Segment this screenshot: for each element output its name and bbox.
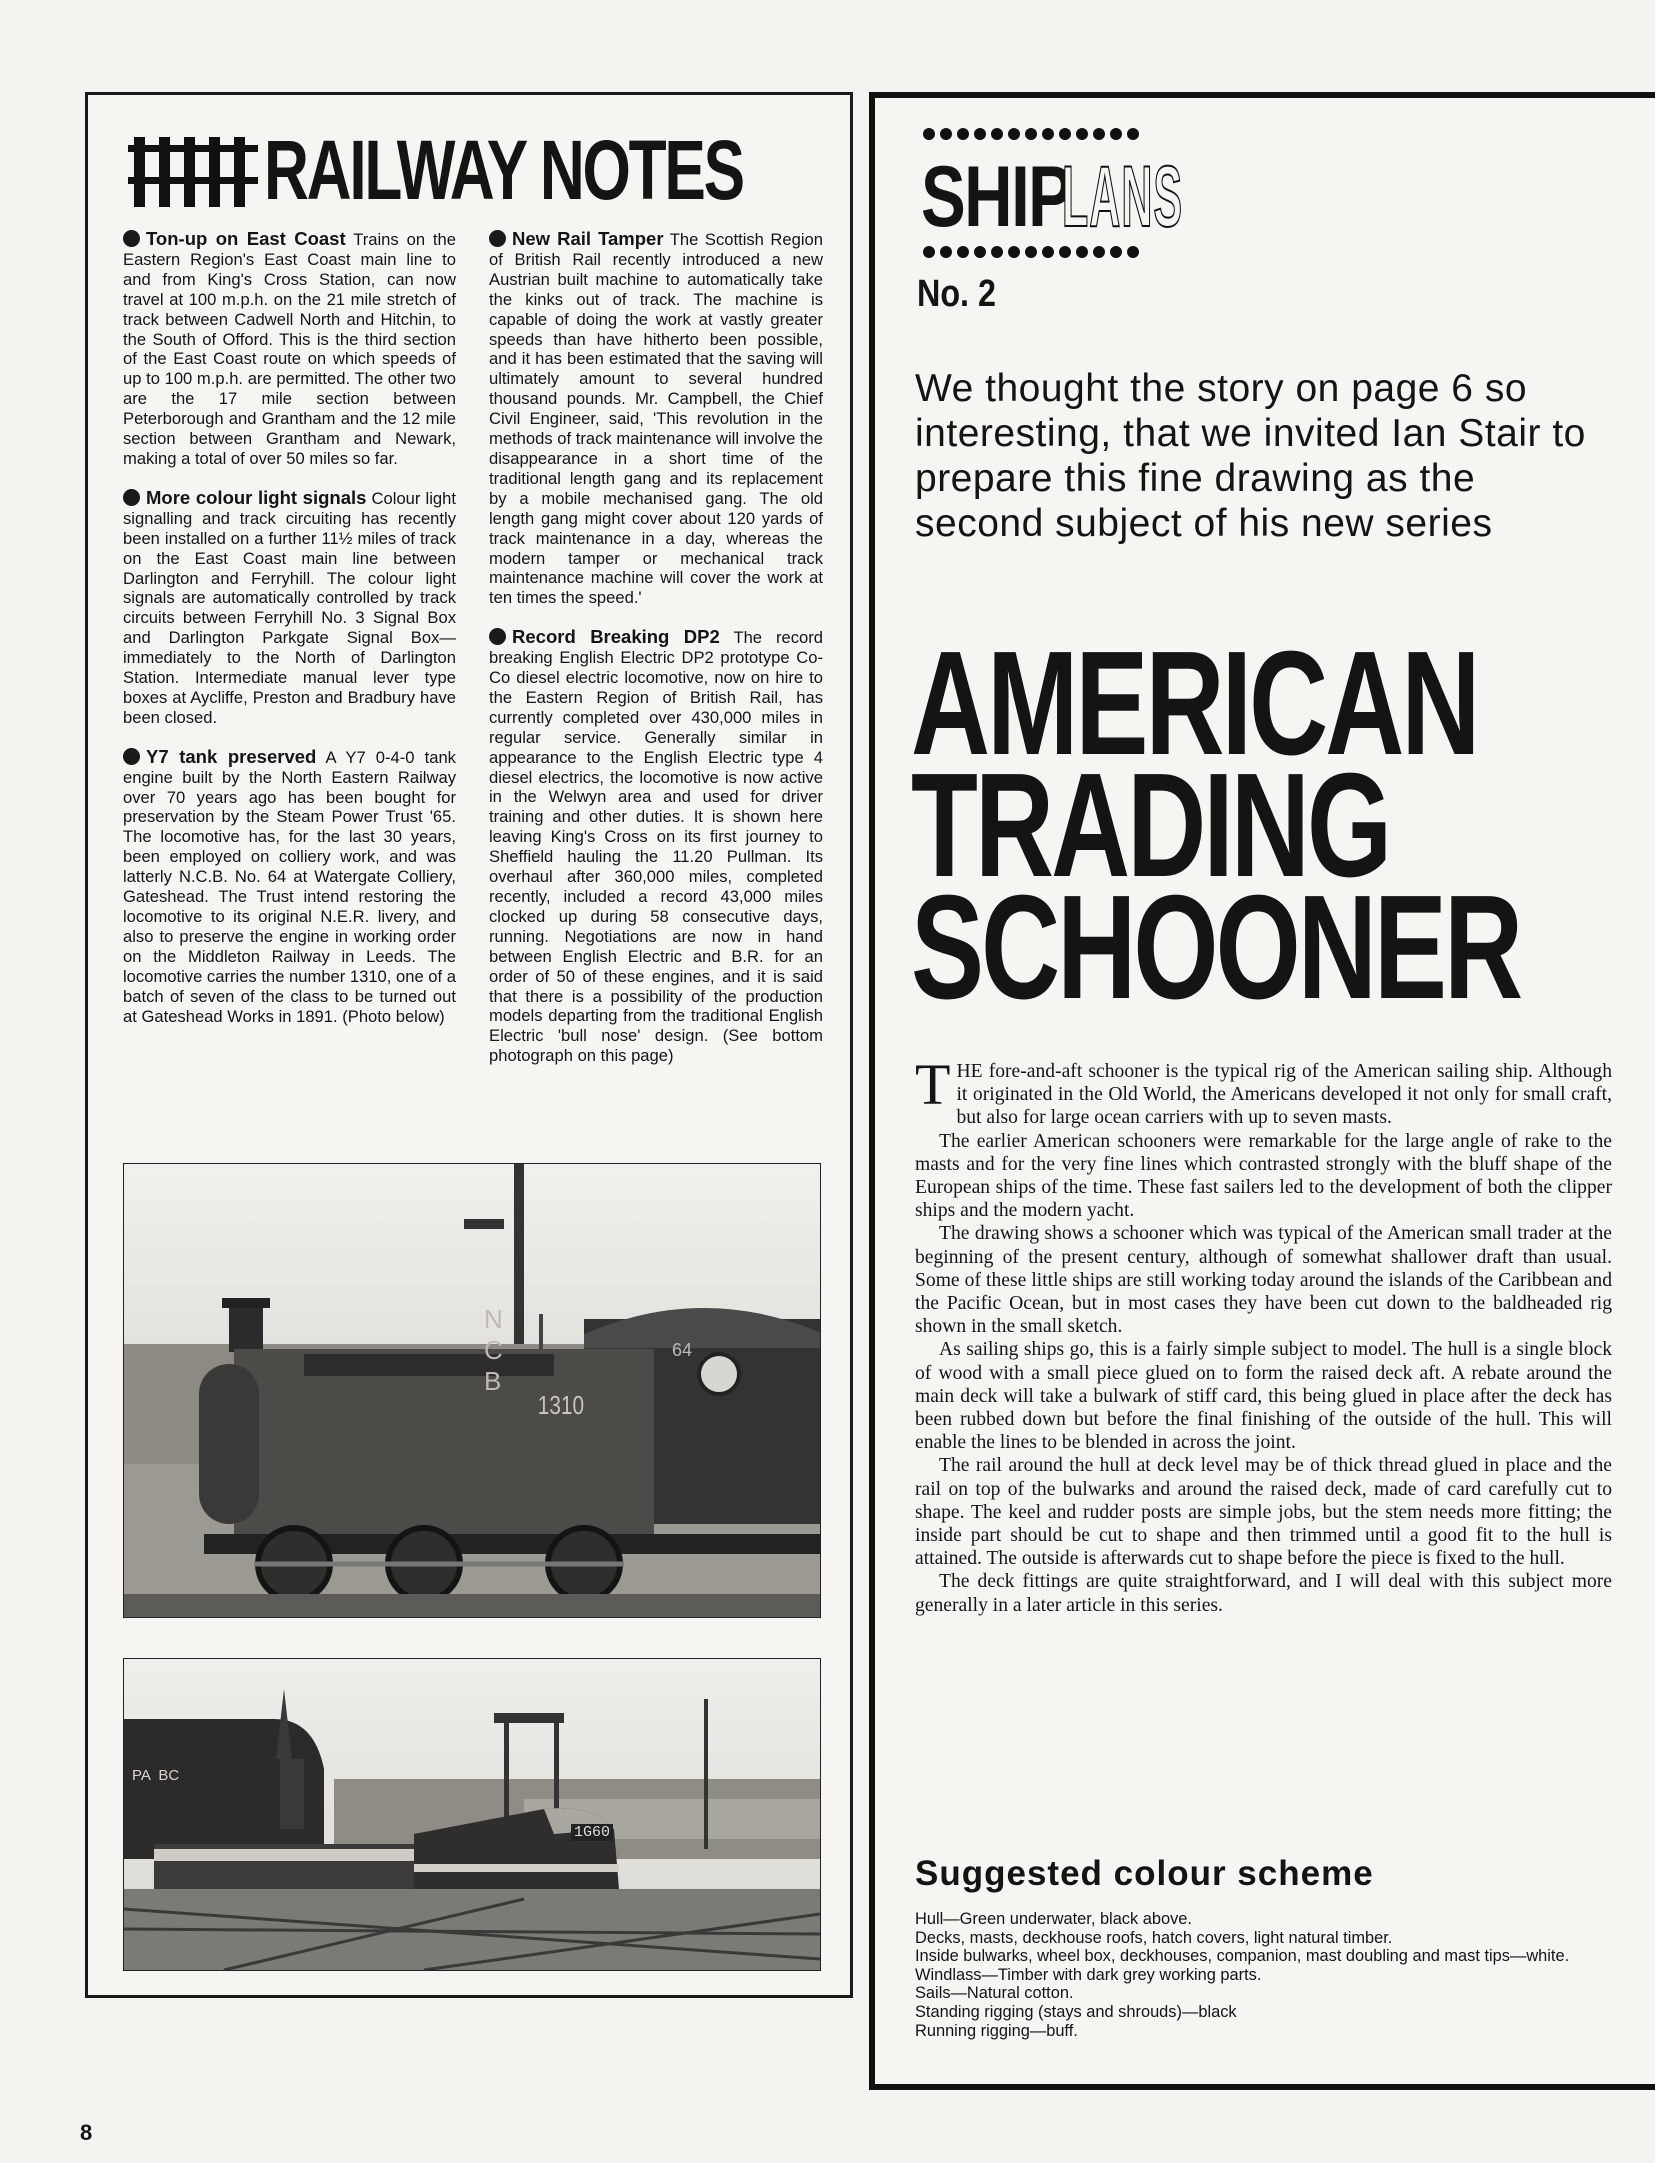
page-number: 8: [80, 2120, 93, 2145]
shiplans-logo-outline: LANS: [1061, 149, 1183, 245]
note-item: [123, 488, 456, 728]
notes-column-left: [123, 229, 456, 1045]
drop-cap: T: [915, 1052, 951, 1117]
shiplans-logo: [921, 146, 1304, 245]
note-text: A Y7 0-4-0 tank engine built by the North Eastern Railway over 70 years ago has been bought for preservation by the Steam Power Trust '65. The locomotive has, for the last 30 years, been employed on colliery work, and was latterly N.C.B. No. 64 at Watergate Colliery, Gateshead. The Trust intend restoring the locomotive to its original N.E.R. livery, and also to preserve the engine in working order on the Middleton Railway in Leeds. The locomotive carries the number 1310, one of a batch of seven of the class to be turned out at Gateshead Works in 1891. (Photo below): [123, 747, 456, 1026]
body-paragraph: THE fore-and-aft schooner is the typical rig of the American sailing ship. Although it originated in the Old World, the Americans developed it not only for small craft, but also for large ocean carriers with up to seven masts.: [915, 1052, 1612, 1129]
bullet-icon: [489, 230, 506, 247]
note-item: [123, 229, 456, 469]
railway-notes-title: RAILWAY NOTES: [264, 123, 743, 217]
colour-scheme-list: [915, 1910, 1615, 2040]
bullet-icon: [123, 489, 140, 506]
dot-rule-bottom: [923, 246, 1139, 258]
note-heading: Ton-up on East Coast: [146, 228, 346, 249]
bullet-icon: [123, 748, 140, 765]
shiplans-panel: [869, 92, 1655, 2090]
railway-notes-panel: [85, 92, 853, 1998]
loco-number: 1310: [537, 1390, 585, 1420]
body-paragraph: The drawing shows a schooner which was typical of the American small trader at the beginning of the present century, although of somewhat shallower draft than usual. Some of these little ships are still working today around the islands of the Caribbean and the Pacific Ocean, but in most cases they have been cut down to the baldheaded rig shown in the small sketch.: [915, 1223, 1612, 1338]
bullet-icon: [123, 230, 140, 247]
wagon-lettering: PA BC: [132, 1767, 180, 1784]
colour-scheme-item: Hull—Green underwater, black above.: [915, 1910, 1192, 1928]
title-line: TRADING: [911, 743, 1390, 908]
note-text: The record breaking English Electric DP2 prototype Co-Co diesel electric locomotive, now on hire to the Eastern Region of British Rail, has currently completed over 430,000 miles in regular service. Generally similar in appearance to the English Electric type 4 diesel electrics, the locomotive is now active in the Welwyn area and used for driver training and other duties. It is shown here leaving King's Cross on its first journey to Sheffield hauling the 11.20 Pullman. Its overhaul after 360,000 miles, completed recently, included a record 43,000 miles clocked up during 58 consecutive days, running. Negotiations are now in hand between English Electric and B.R. for an order of 50 of these engines, and it is said that there is a possibility of the production models departing from the traditional English Electric 'bull nose' design. (See bottom photograph on this page): [489, 628, 823, 1066]
body-paragraph: The deck fittings are quite straightforward, and I will deal with this subject more generally in a later article in this series.: [915, 1571, 1612, 1616]
note-item: [489, 229, 823, 608]
colour-scheme-item: Decks, masts, deckhouse roofs, hatch covers, light natural timber.: [915, 1928, 1393, 1947]
body-paragraph: The earlier American schooners were remarkable for the large angle of rake to the masts and for the very fine lines which contrasted strongly with the bluff shape of the European ships of the time. These fast sailers led to the development of both the clipper ships and the modern yacht.: [915, 1130, 1612, 1222]
note-heading: Record Breaking DP2: [512, 626, 720, 648]
title-line: AMERICAN: [911, 621, 1478, 786]
y7-locomotive-photo: [123, 1163, 821, 1618]
note-text: Trains on the Eastern Region's East Coast main line to and from King's Cross Station, can now travel at 100 m.p.h. on the 21 mile stretch of track between Cadwell North and Hitchin, to the South of Offord. This is the third section of the East Coast route on which speeds of up to 100 m.p.h. are permitted. The other two are the 17 mile section between Peterborough and Grantham and the 12 mile section between Grantham and Newark, making a total of over 50 miles so far.: [123, 230, 457, 468]
colour-scheme-item: Windlass—Timber with dark grey working parts.: [915, 1965, 1262, 1984]
article-body: [915, 1052, 1612, 1617]
colour-scheme-item: Running rigging—buff.: [915, 2021, 1078, 2040]
note-item: [489, 627, 823, 1066]
note-heading: Y7 tank preserved: [146, 745, 317, 767]
intro-text: We thought the story on page 6 so interesting, that we invited Ian Stair to prepare this fine drawing as the second subject of his new series: [915, 367, 1586, 545]
colour-scheme-item: Sails—Natural cotton.: [915, 1984, 1074, 2003]
title-line: SCHOONER: [911, 865, 1521, 1030]
series-number: No. 2: [917, 273, 996, 315]
dot-rule-top: [923, 128, 1139, 140]
notes-column-right: [489, 229, 823, 1085]
colour-scheme-heading: Suggested colour scheme: [915, 1854, 1374, 1893]
shiplans-logo-bold: SHIP: [921, 149, 1072, 245]
note-text: The Scottish Region of British Rail recently introduced a new Austrian built machine to automatically take the kinks out of track. The machine is capable of doing the work at vastly greater speeds than have hitherto been possible, and it has been estimated that the saving will ultimately amount to several hundred thousand pounds. Mr. Campbell, the Chief Civil Engineer, said, 'This revolution in the methods of track maintenance will involve the disappearance in a short time of the traditional length gang and its replacement by a mobile mechanised gang. The old length gang might cover about 120 yards of track maintenance in a day, whereas the modern tamper or mechanical track maintenance machine will cover the work at ten times the speed.': [489, 230, 824, 608]
note-item: [123, 747, 456, 1027]
loco-letters: N C B: [484, 1304, 537, 1396]
body-paragraph: The rail around the hull at deck level may be of thick thread glued in place and the rail on top of the bulwarks and around the raised deck, made of card carefully cut to shape. The keel and rudder posts are simple jobs, but the stem needs more fitting; the inside part should be cut to shape and then trimmed until a good fit to the hull is attained. The outside is afterwards cut to shape before the piece is fixed to the hull.: [915, 1455, 1612, 1570]
bullet-icon: [489, 628, 506, 645]
body-paragraph: As sailing ships go, this is a fairly simple subject to model. The hull is a single block of wood with a small piece glued on to form the raised deck aft. A rebate around the main deck will take a bulwark of stiff card, this being glued in place after the deck has been rubbed down but before the final finishing of the outside of the hull. This will enable the lines to be blended in across the joint.: [915, 1339, 1612, 1454]
colour-scheme-item: Standing rigging (stays and shrouds)—black: [915, 2002, 1237, 2021]
article-title: [911, 621, 1631, 1030]
loco-cab-number: 64: [672, 1340, 693, 1360]
colour-scheme-item: Inside bulwarks, wheel box, deckhouses, companion, mast doubling and mast tips—white.: [915, 1947, 1570, 1966]
dp2-locomotive-photo: [123, 1658, 821, 1971]
note-heading: New Rail Tamper: [512, 228, 664, 249]
note-text: Colour light signalling and track circuiting has recently been installed on a further 11½ miles of track on the East Coast main line between Darlington and Ferryhill. The colour light signals are automatically controlled by track circuits between Ferryhill No. 3 Signal Box and Darlington Parkgate Signal Box—immediately to the North of Darlington Station. Intermediate manual lever type boxes at Aycliffe, Preston and Bradbury have been closed.: [123, 488, 456, 727]
note-heading: More colour light signals: [146, 486, 367, 508]
headcode-panel: 1G60: [571, 1824, 613, 1841]
railway-track-icon: [128, 135, 258, 209]
railway-notes-header: [128, 123, 911, 217]
